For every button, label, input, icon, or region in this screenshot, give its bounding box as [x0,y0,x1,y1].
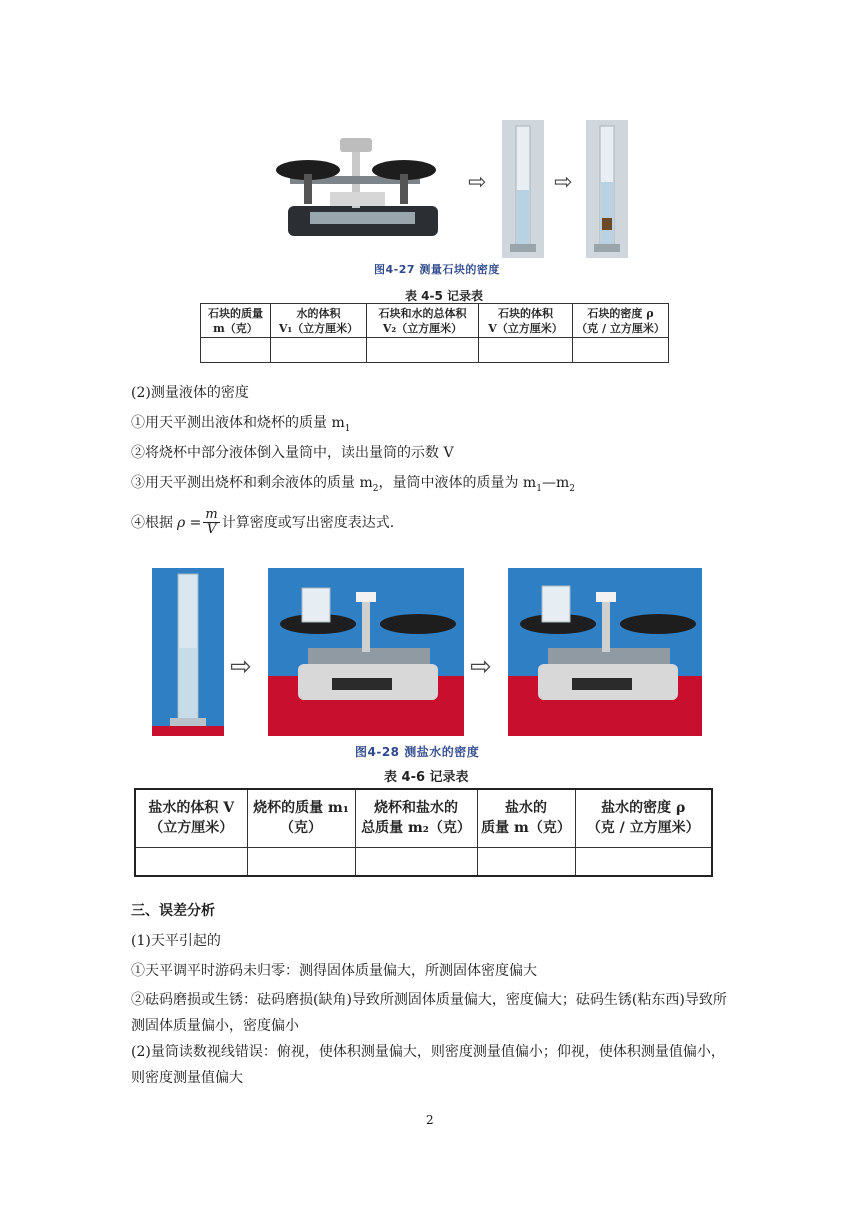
table-cell [479,338,573,363]
balance-beaker-photo-1 [268,568,464,736]
cylinder-water-photo [502,120,544,258]
table-header-cell: 石块的质量 m（克） [201,304,271,338]
arrow-right-icon: ⇨ [470,652,492,682]
table-header-cell: 烧杯和盐水的 总质量 m₂（克） [355,789,477,847]
balance-photo [270,128,440,240]
table-cell [477,847,575,876]
step-1: ①用天平测出液体和烧杯的质量 $m_1$ [131,415,351,434]
table-header-cell: 盐水的 质量 m（克） [477,789,575,847]
table-header-cell: 石块和水的总体积 V₂（立方厘米） [367,304,479,338]
table-header-cell: 石块的体积 V（立方厘米） [479,304,573,338]
table-header-cell: 盐水的体积 V （立方厘米） [135,789,247,847]
balance-beaker-photo-2 [508,568,702,736]
figure-caption-4-28: 图4-28 测盐水的密度 [355,745,480,759]
step-4: ④根据 ρ = $\frac{m}{V}$ 计算密度或写出密度表达式. [131,507,395,537]
table-header-cell: 烧杯的质量 m₁ （克） [247,789,355,847]
step-3: ③用天平测出烧杯和剩余液体的质量 $m_2$，量筒中液体的质量为 $m_1—m_2$ [131,475,575,494]
table-cell [575,847,712,876]
table-cell [367,338,479,363]
cylinder-saltwater-photo [152,568,224,736]
arrow-right-icon: ⇨ [554,170,573,195]
figure-caption-4-27: 图4-27 测量石块的密度 [374,263,500,276]
table-header-cell: 石块的密度 ρ （克 / 立方厘米） [573,304,669,338]
page-number: 2 [426,1113,434,1127]
cylinder-stone-photo [586,120,628,258]
error-item-2: ②砝码磨损或生锈：砝码磨损(缺角)导致所测固体质量偏大，密度偏大；砝码生锈(粘东西)导致所测固体质量偏小，密度偏小 [131,992,727,1034]
formula-fraction: $\frac{m}{V}$ [205,507,218,537]
section-heading-error-analysis: 三、误差分析 [131,903,215,919]
section-heading-liquid: (2)测量液体的密度 [131,385,249,401]
density-formula: ρ = [177,514,202,531]
step-2: ②将烧杯中部分液体倒入量筒中，读出量筒的示数 V [131,445,454,461]
arrow-right-icon: ⇨ [230,652,252,682]
table-title-4-6: 表 4-6 记录表 [384,770,469,785]
table-cell [247,847,355,876]
table-title-4-5: 表 4-5 记录表 [405,289,484,303]
error-item-1: ①天平调平时游码未归零：测得固体质量偏大，所测固体密度偏大 [131,963,537,979]
subheading-cylinder-reading: (2)量筒读数视线错误：俯视，使体积测量偏大，则密度测量值偏小；仰视，使体积测量值偏小，则密度测量值偏大 [131,1044,725,1086]
record-table-4-6 [134,788,713,877]
table-header-cell: 盐水的密度 ρ （克 / 立方厘米） [575,789,712,847]
table-cell [573,338,669,363]
record-table-4-5 [200,303,669,363]
table-header-cell: 水的体积 V₁（立方厘米） [271,304,367,338]
table-cell [135,847,247,876]
subheading-balance: (1)天平引起的 [131,933,221,949]
figure-4-27 [270,118,610,258]
table-cell [201,338,271,363]
arrow-right-icon: ⇨ [468,170,487,195]
table-cell [271,338,367,363]
table-cell [355,847,477,876]
